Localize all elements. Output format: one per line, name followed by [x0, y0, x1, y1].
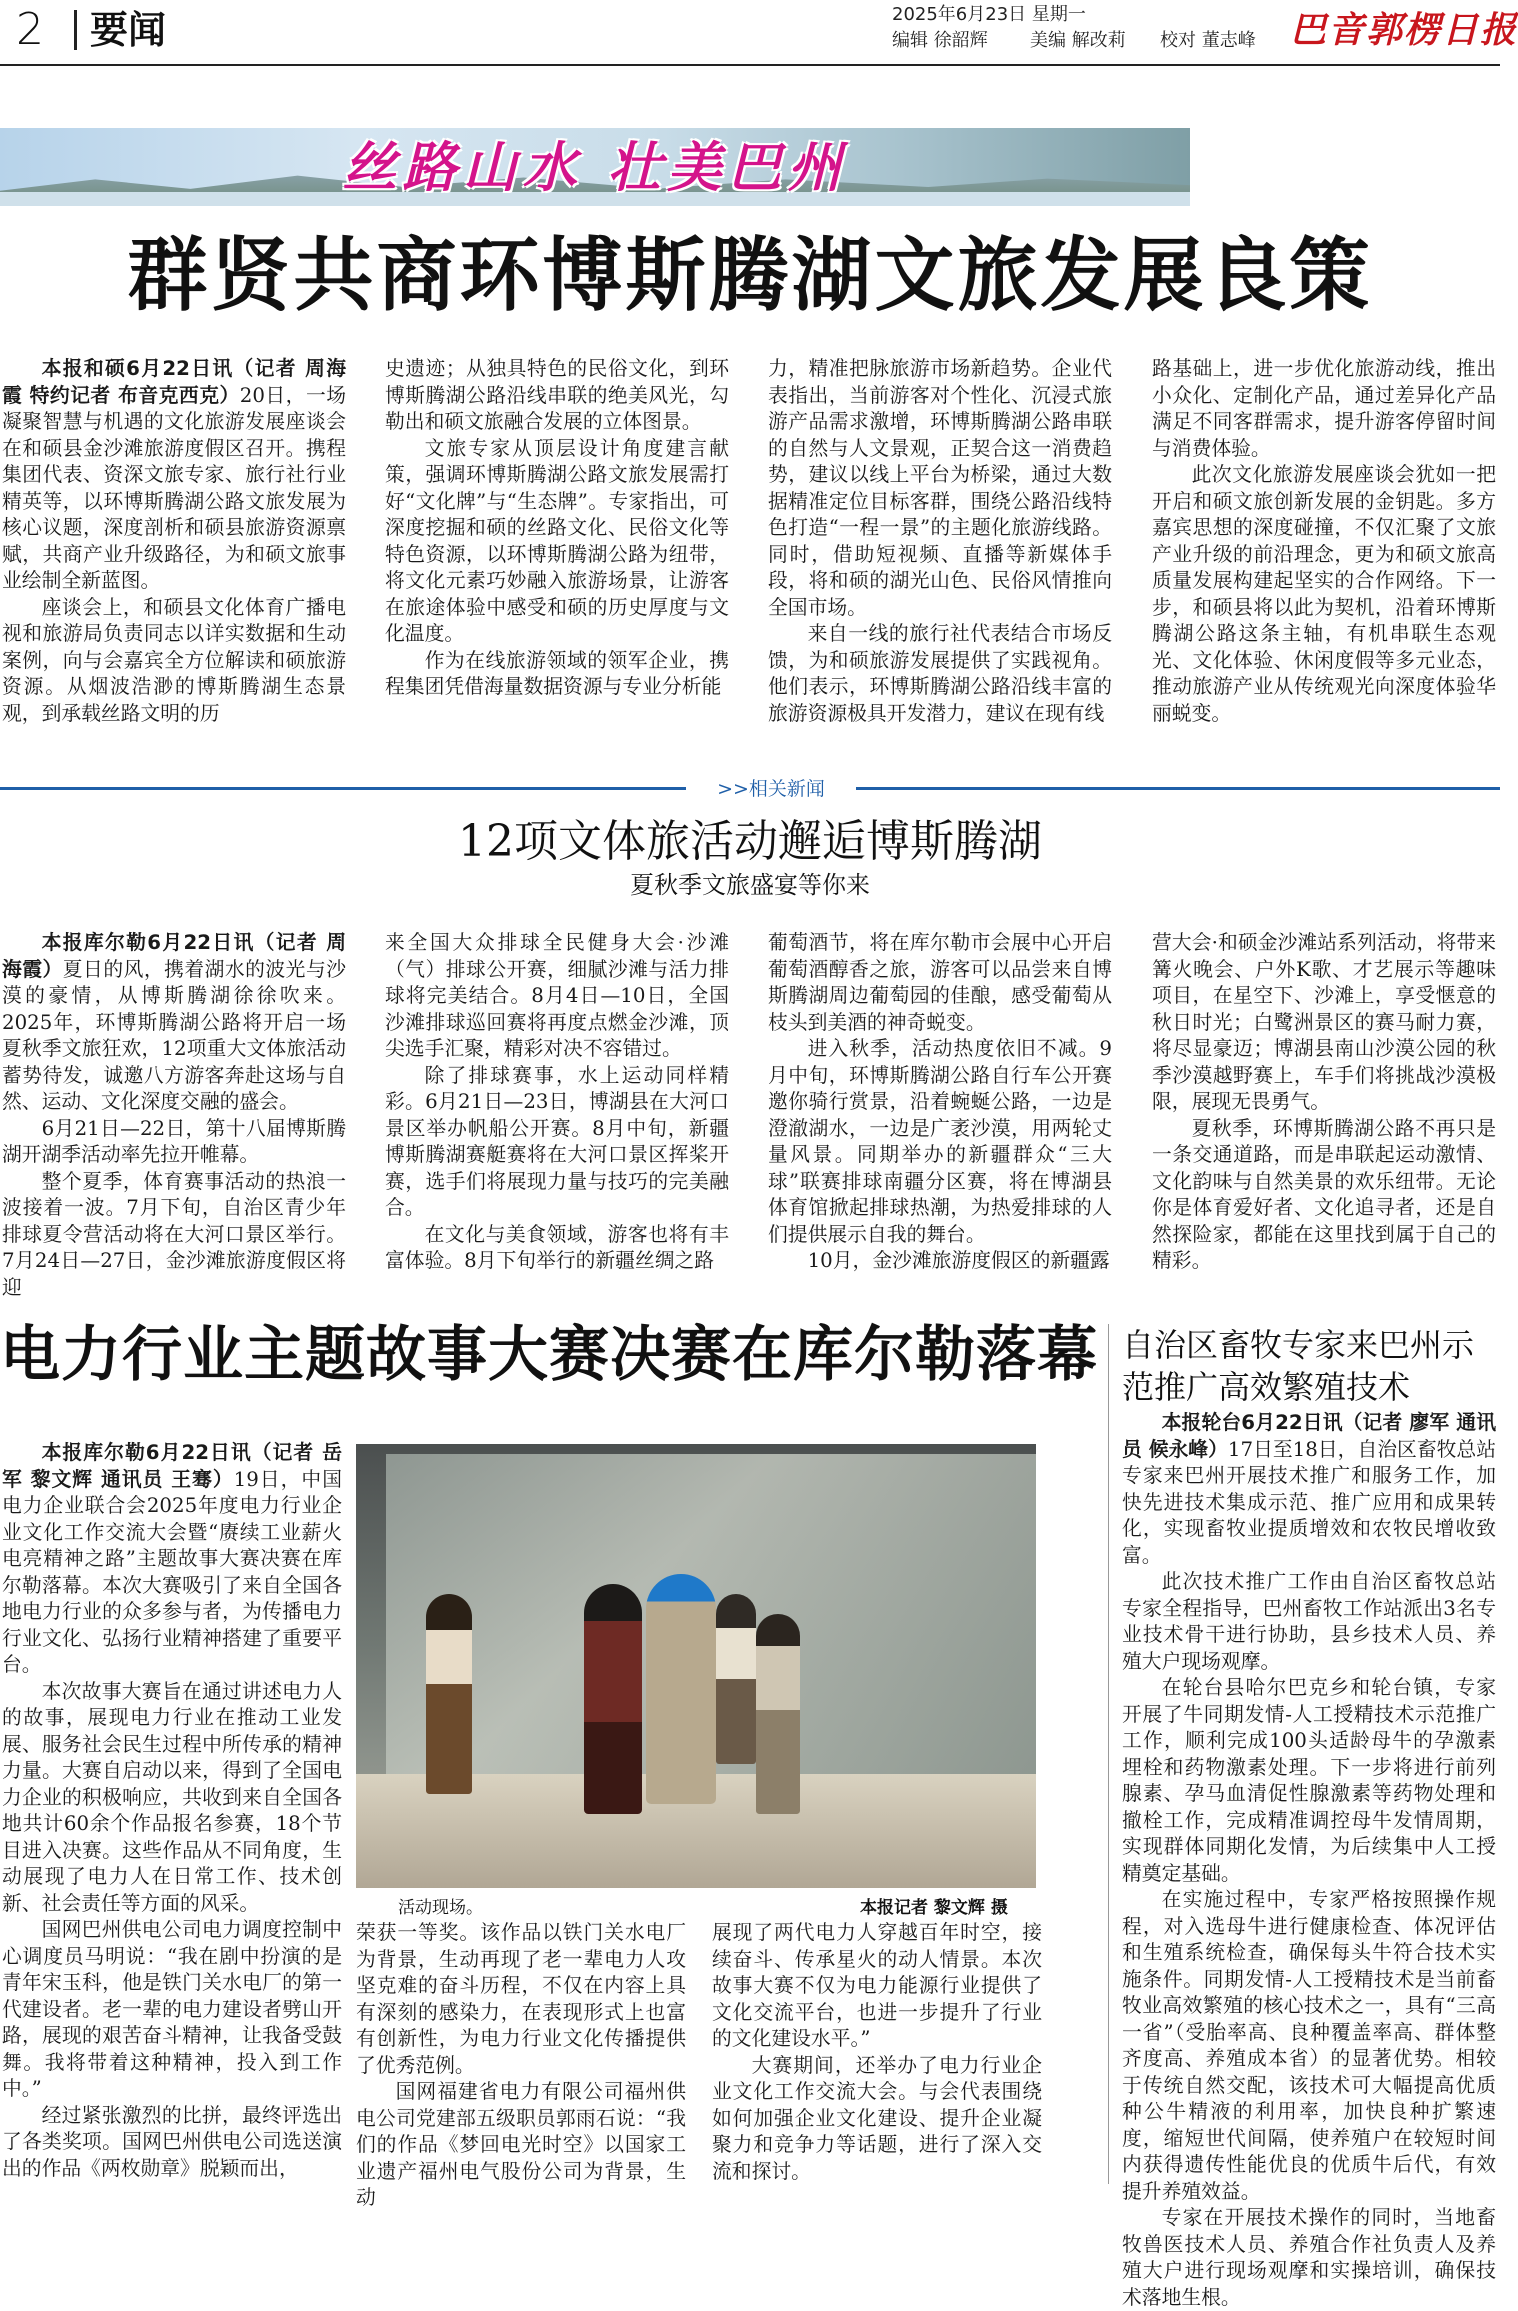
side-lead: 本报轮台6月22日讯（记者 廖军 通讯员 候永峰）	[1122, 1411, 1496, 1461]
paragraph: 夏秋季，环博斯腾湖公路不再只是一条交通道路，而是串联起运动激情、文化韵味与自然美景的欢乐纽带。无论你是体育爱好者、文化追寻者，还是自然探险家，都能在这里找到属于自己的精彩。	[1152, 1116, 1496, 1272]
paragraph: 荣获一等奖。该作品以铁门关水电厂为背景，生动再现了老一辈电力人攻坚克难的奋斗历程，不仅在内容上具有深刻的感染力，在表现形式上也富有创新性，为电力行业文化传播提供了优秀范例。	[356, 1921, 686, 2077]
paragraph: 此次文化旅游发展座谈会犹如一把开启和硕文旅创新发展的金钥匙。多方嘉宾思想的深度碰撞，不仅汇聚了文旅产业升级的前沿理念，更为和硕文旅高质量发展构建起坚实的合作网络。下一步，和硕县将以此为契机，沿着环博斯腾湖公路这条主轴，有机串联生态观光、文化体验、休闲度假等多元业态，推动旅游产业从传统观光向深度体验华丽蜕变。	[1152, 463, 1496, 725]
paragraph: 此次技术推广工作由自治区畜牧总站专家全程指导，巴州畜牧工作站派出3名专业技术骨干进行协助，县乡技术人员、养殖大户现场观摩。	[1122, 1570, 1496, 1673]
top-headline: 群贤共商环博斯腾湖文旅发展良策	[127, 229, 1373, 322]
paragraph: 国网巴州供电公司电力调度控制中心调度员马明说：“我在剧中扮演的是青年宋玉科，他是铁门关水电厂的第一代建设者。老一辈的电力建设者劈山开路，展现的艰苦奋斗精神，让我备受鼓舞。我将带着这种精神，投入到工作中。”	[2, 1918, 342, 2100]
paragraph: 在文化与美食领域，游客也将有丰富体验。8月下旬举行的新疆丝绸之路	[385, 1222, 729, 1272]
top-story-column-1	[2, 356, 346, 724]
related-column-1	[2, 930, 346, 1308]
paragraph: 来全国大众排球全民健身大会·沙滩（气）排球公开赛，细腻沙滩与活力排球将完美结合。8月4日—10日，全国沙滩排球巡回赛将再度点燃金沙滩，顶尖选手汇聚，精彩对决不容错过。	[385, 931, 729, 1060]
paragraph: 史遗迹；从独具特色的民俗文化，到环博斯腾湖公路沿线串联的绝美风光，勾勒出和硕文旅融合发展的立体图景。	[385, 357, 729, 433]
art-editor: 美编 解改莉	[1030, 30, 1126, 51]
paragraph: 大赛期间，还举办了电力行业企业文化工作交流大会。与会代表围绕如何加强企业文化建设、提升企业凝聚力和竞争力等话题，进行了深入交流和探讨。	[712, 2053, 1042, 2183]
side-headline: 自治区畜牧专家来巴州示范推广高效繁殖技术	[1122, 1326, 1475, 1406]
power-lead: 本报库尔勒6月22日讯（记者 岳军 黎文辉 通讯员 王骞）	[2, 1441, 342, 1491]
paragraph: 进入秋季，活动热度依旧不减。9月中旬，环博斯腾湖公路自行车公开赛邀你骑行赏景，沿着蜿蜒公路，一边是澄澈湖水，一边是广袤沙漠，用两轮丈量风景。同期举办的新疆群众“三大球”联赛排球南疆分区赛，将在博湖县体育馆掀起排球热潮，为热爱排球的人们提供展示自我的舞台。	[768, 1037, 1112, 1246]
related-column-4	[1152, 930, 1496, 1308]
header-rule	[0, 64, 1500, 66]
photo-caption: 活动现场。	[398, 1898, 483, 1918]
related-column-3	[768, 930, 1112, 1308]
event-photo	[356, 1444, 1036, 1888]
related-headline: 12项文体旅活动邂逅博斯腾湖	[458, 816, 1042, 867]
related-rule-right	[856, 787, 1500, 790]
paragraph: 在轮台县哈尔巴克乡和轮台镇，专家开展了牛同期发情-人工授精技术示范推广工作，顺利完成100头适龄母牛的孕激素埋栓和药物激素处理。下一步将进行前列腺素、孕马血清促性腺激素等药物处理和撤栓工作，完成精准调控母牛发情周期，实现群体同期化发情，为后续集中人工授精奠定基础。	[1122, 1676, 1496, 1885]
paragraph: 来自一线的旅行社代表结合市场反馈，为和硕旅游发展提供了实践视角。他们表示，环博斯腾湖公路沿线丰富的旅游资源极具开发潜力，建议在现有线	[768, 622, 1112, 725]
editor: 编辑 徐韶辉	[892, 30, 988, 51]
newspaper-logo: 巴音郭楞日报	[1290, 9, 1518, 51]
photo-credit: 本报记者 黎文辉 摄	[860, 1898, 1008, 1918]
paragraph: 17日至18日，自治区畜牧总站专家来巴州开展技术推广和服务工作，加快先进技术集成示范、推广应用和成果转化，实现畜牧业提质增效和农牧民增收致富。	[1122, 1437, 1497, 1567]
proofreader: 校对 董志峰	[1160, 30, 1256, 51]
header-divider	[74, 10, 77, 50]
paragraph: 10月，金沙滩旅游度假区的新疆露	[807, 1249, 1110, 1272]
related-subhead: 夏秋季文旅盛宴等你来	[630, 871, 870, 899]
paragraph: 19日，中国电力企业联合会2025年度电力行业企业文化工作交流大会暨“赓续工业薪火 电亮精神之路”主题故事大赛决赛在库尔勒落幕。本次大赛吸引了来自全国各地电力行业的众多参与者，为传播电力行业文化、弘扬行业精神搭建了重要平台。	[2, 1467, 343, 1676]
related-news-label: >>相关新闻	[686, 774, 856, 801]
power-column-2	[356, 1920, 686, 2209]
power-headline: 电力行业主题故事大赛决赛在库尔勒落幕	[0, 1320, 1098, 1390]
top-story-column-3	[768, 356, 1112, 724]
top-story-lead: 本报和硕6月22日讯（记者 周海霞 特约记者 布音克西克）	[2, 357, 346, 407]
paragraph: 经过紧张激烈的比拼，最终评选出了各类奖项。国网巴州供电公司选送演出的作品《两枚勋章》脱颖而出，	[2, 2103, 342, 2180]
paragraph: 葡萄酒节，将在库尔勒市会展中心开启葡萄酒醇香之旅，游客可以品尝来自博斯腾湖周边葡萄园的佳酿，感受葡萄从枝头到美酒的神奇蜕变。	[768, 931, 1112, 1034]
date-line: 2025年6月23日 星期一	[892, 4, 1086, 25]
paragraph: 路基础上，进一步优化旅游动线，推出小众化、定制化产品，通过差异化产品满足不同客群需求，提升游客停留时间与消费体验。	[1152, 357, 1496, 460]
paragraph: 本次故事大赛旨在通过讲述电力人的故事，展现电力行业在推动工业发展、服务社会民生过程中所传承的精神力量。大赛自启动以来，得到了全国电力企业的积极响应，共收到来自全国各地共计60余个作品报名参赛，18个节目进入决赛。这些作品从不同角度，生动展现了电力人在日常工作、技术创新、社会责任等方面的风采。	[2, 1679, 342, 1915]
paragraph: 作为在线旅游领域的领军企业，携程集团凭借海量数据资源与专业分析能	[385, 648, 729, 698]
related-rule-left	[0, 787, 686, 790]
top-story-column-2	[385, 356, 729, 724]
power-column-3	[712, 1920, 1042, 2184]
paragraph: 专家在开展技术操作的同时，当地畜牧兽医技术人员、养殖合作社负责人及养殖大户进行现场观摩和实操培训，确保技术落地生根。	[1122, 2206, 1496, 2309]
side-story-body	[1122, 1410, 1497, 2309]
page-number: 2	[16, 4, 44, 55]
paragraph: 展现了两代电力人穿越百年时空，接续奋斗、传承星火的动人情景。本次故事大赛不仅为电力能源行业提供了文化交流平台，也进一步提升了行业的文化建设水平。”	[712, 1921, 1042, 2050]
related-column-2	[385, 930, 729, 1308]
paragraph: 夏日的风，携着湖水的波光与沙漠的豪情，从博斯腾湖徐徐吹来。2025年，环博斯腾湖公路将开启一场夏秋季文旅狂欢，12项重大文体旅活动蓄势待发，诚邀八方游客奔赴这场与自然、运动、文化深度交融的盛会。	[2, 957, 346, 1113]
paragraph: 座谈会上，和硕县文化体育广播电视和旅游局负责同志以详实数据和生动案例，向与会嘉宾全方位解读和硕旅游资源。从烟波浩渺的博斯腾湖生态景观，到承载丝路文明的历	[2, 595, 346, 725]
paragraph: 文旅专家从顶层设计角度建言献策，强调环博斯腾湖公路文旅发展需打好“文化牌”与“生态牌”。专家指出，可深度挖掘和硕的丝路文化、民俗文化等特色资源，以环博斯腾湖公路为纽带，将文化元素巧妙融入旅游场景，让游客在旅途体验中感受和硕的历史厚度与文化温度。	[385, 436, 729, 645]
top-story-column-4	[1152, 356, 1496, 724]
paragraph: 营大会·和硕金沙滩站系列活动，将带来篝火晚会、户外K歌、才艺展示等趣味项目，在星空下、沙滩上，享受惬意的秋日时光；白鹭洲景区的赛马耐力赛，将尽显豪迈；博湖县南山沙漠公园的秋季沙漠越野赛上，车手们将挑战沙漠极限，展现无畏勇气。	[1152, 931, 1496, 1113]
power-column-1	[2, 1440, 342, 2184]
section-title: 要闻	[90, 8, 167, 52]
paragraph: 国网福建省电力有限公司福州供电公司党建部五级职员郭雨石说：“我们的作品《梦回电光时空》以国家工业遗产福州电气股份公司为背景，生动	[356, 2080, 686, 2209]
column-divider	[1108, 1324, 1109, 2184]
paragraph: 20日，一场凝聚智慧与机遇的文化旅游发展座谈会在和硕县金沙滩旅游度假区召开。携程集团代表、资深文旅专家、旅行社行业精英等，以环博斯腾湖公路文旅发展为核心议题，深度剖析和硕县旅游资源禀赋，共商产业升级路径，为和硕文旅事业绘制全新蓝图。	[2, 383, 347, 592]
paragraph: 整个夏季，体育赛事活动的热浪一波接着一波。7月下旬，自治区青少年排球夏令营活动将在大河口景区举行。7月24日—27日，金沙滩旅游度假区将迎	[2, 1169, 346, 1299]
related-lead: 本报库尔勒6月22日讯（记者 周海霞）	[2, 931, 346, 981]
paragraph: 6月21日—22日，第十八届博斯腾湖开湖季活动率先拉开帷幕。	[2, 1116, 346, 1166]
paragraph: 除了排球赛事，水上运动同样精彩。6月21日—23日，博湖县在大河口景区举办帆船公开赛。8月中旬，新疆博斯腾湖赛艇赛将在大河口景区挥桨开赛，选手们将展现力量与技巧的完美融合。	[385, 1063, 729, 1219]
paragraph: 在实施过程中，专家严格按照操作规程，对入选母牛进行健康检查、体况评估和生殖系统检查，确保每头牛符合技术实施条件。同期发情-人工授精技术是当前畜牧业高效繁殖的核心技术之一，具有“三高一省”（受胎率高、良种覆盖率高、群体整齐度高、养殖成本省）的显著优势。相较于传统自然交配，该技术可大幅提高优质种公牛精液的利用率，加快良种扩繁速度，缩短世代间隔，使养殖户在较短时间内获得遗传性能优良的优质牛后代，有效提升养殖效益。	[1122, 1888, 1496, 2203]
paragraph: 力，精准把脉旅游市场新趋势。企业代表指出，当前游客对个性化、沉浸式旅游产品需求激增，环博斯腾湖公路串联的自然与人文景观，正契合这一消费趋势，建议以线上平台为桥梁，通过大数据精准定位目标客群，围绕公路沿线特色打造“一程一景”的主题化旅游线路。同时，借助短视频、直播等新媒体手段，将和硕的湖光山色、民俗风情推向全国市场。	[768, 357, 1112, 619]
banner-slogan: 丝路山水 壮美巴州	[342, 136, 848, 199]
